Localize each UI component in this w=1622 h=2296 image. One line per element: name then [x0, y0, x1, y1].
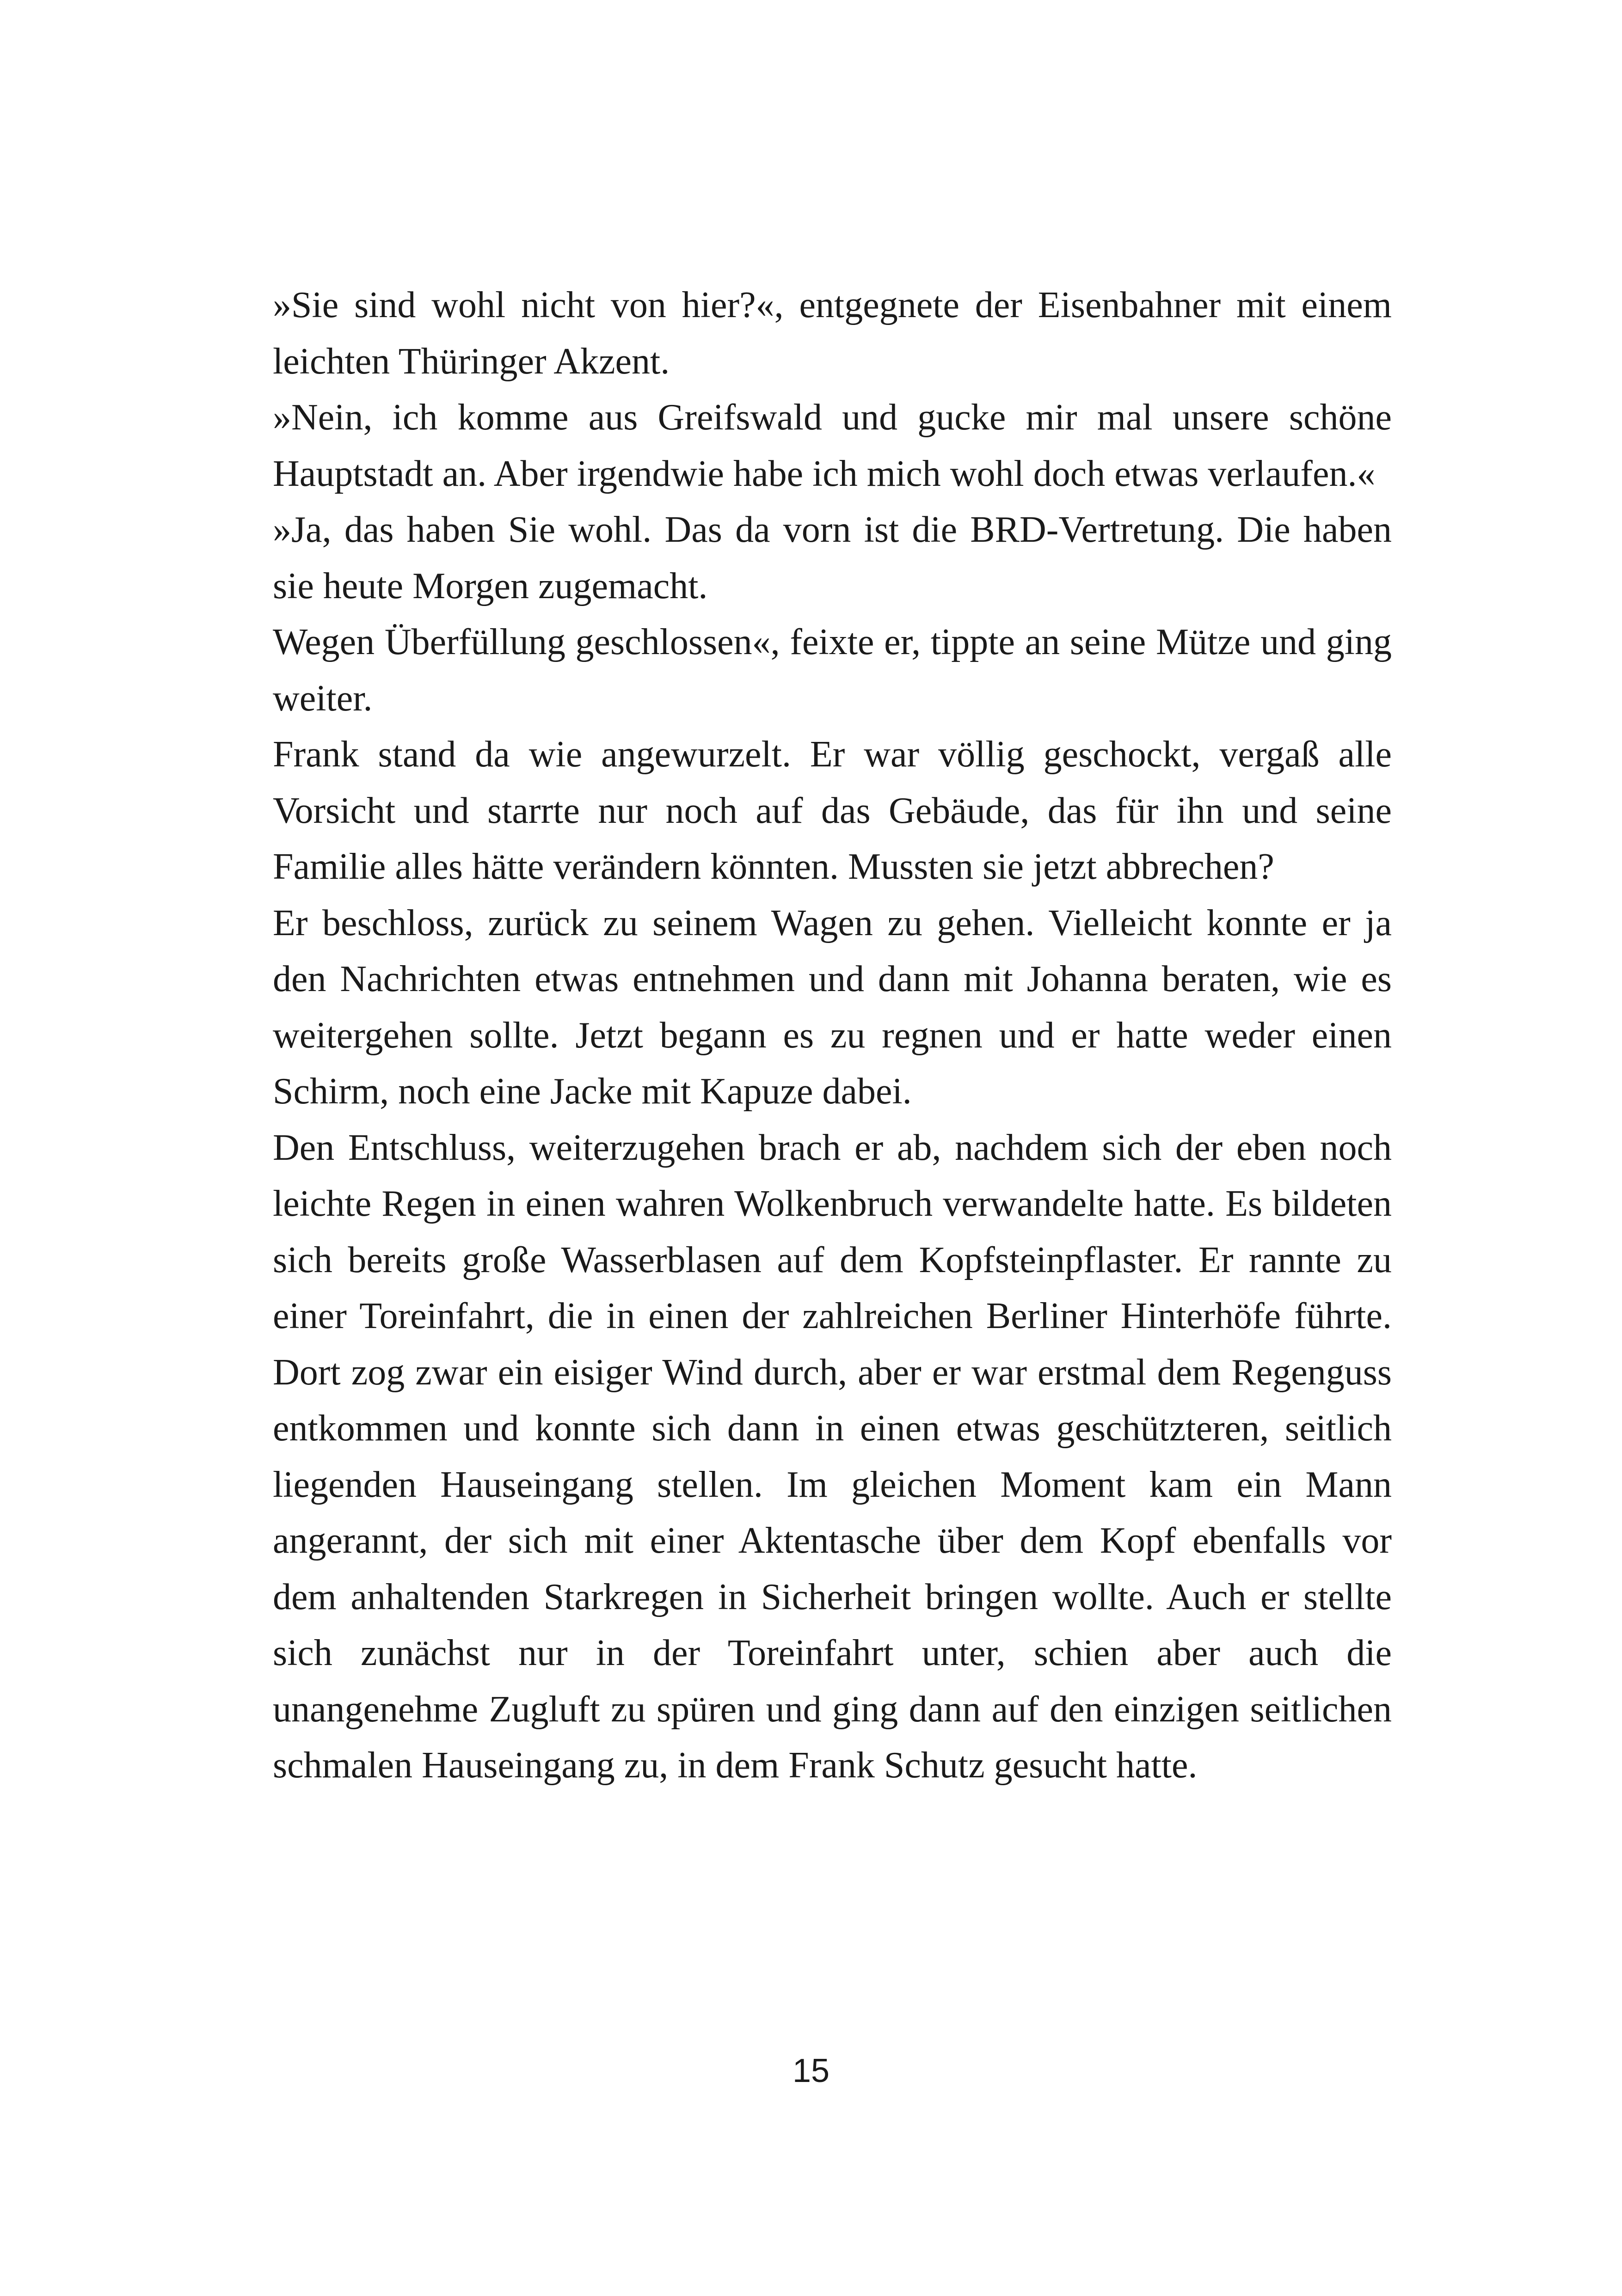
paragraph: »Sie sind wohl nicht von hier?«, entgegnete der Eisenbahner mit einem leichten Thüringer Akzent. — [273, 285, 1392, 382]
paragraph: »Ja, das haben Sie wohl. Das da vorn ist die BRD-Vertretung. Die haben sie heute Morgen zugemacht. — [273, 509, 1392, 606]
page-number: 15 — [792, 2052, 830, 2089]
paragraph: Frank stand da wie angewurzelt. Er war völlig geschockt, vergaß alle Vorsicht und starrte nur noch auf das Gebäude, das für ihn und seine Familie alles hätte verändern könnten. Mussten sie jetzt abbrechen? — [273, 734, 1392, 887]
page-body — [273, 277, 1392, 1794]
paragraph: Den Entschluss, weiterzugehen brach er ab, nachdem sich der eben noch leichte Regen in einen wahren Wolkenbruch verwandelte hatte. Es bildeten sich bereits große Wasserblasen auf dem Kopfsteinpflaster. Er rannte zu einer Toreinfahrt, die in einen der zahlreichen Berliner Hinterhöfe führte. Dort zog zwar ein eisiger Wind durch, aber er war erstmal dem Regenguss entkommen und konnte sich dann in einen etwas geschützteren, seitlich liegenden Hauseingang stellen. Im gleichen Moment kam ein Mann angerannt, der sich mit einer Aktentasche über dem Kopf ebenfalls vor dem anhaltenden Starkregen in Sicherheit bringen wollte. Auch er stellte sich zunächst nur in der Toreinfahrt unter, schien aber auch die unangenehme Zugluft zu spüren und ging dann auf den einzigen seitlichen schmalen Hauseingang zu, in dem Frank Schutz gesucht hatte. — [273, 1127, 1392, 1786]
paragraph: »Nein, ich komme aus Greifswald und gucke mir mal unsere schöne Hauptstadt an. Aber irgendwie habe ich mich wohl doch etwas verlaufen.« — [273, 397, 1392, 494]
paragraph: Wegen Überfüllung geschlossen«, feixte er, tippte an seine Mütze und ging weiter. — [273, 622, 1392, 719]
paragraph: Er beschloss, zurück zu seinem Wagen zu gehen. Vielleicht konnte er ja den Nachrichten etwas entnehmen und dann mit Johanna beraten, wie es weitergehen sollte. Jetzt begann es zu regnen und er hatte weder einen Schirm, noch eine Jacke mit Kapuze dabei. — [273, 902, 1392, 1112]
